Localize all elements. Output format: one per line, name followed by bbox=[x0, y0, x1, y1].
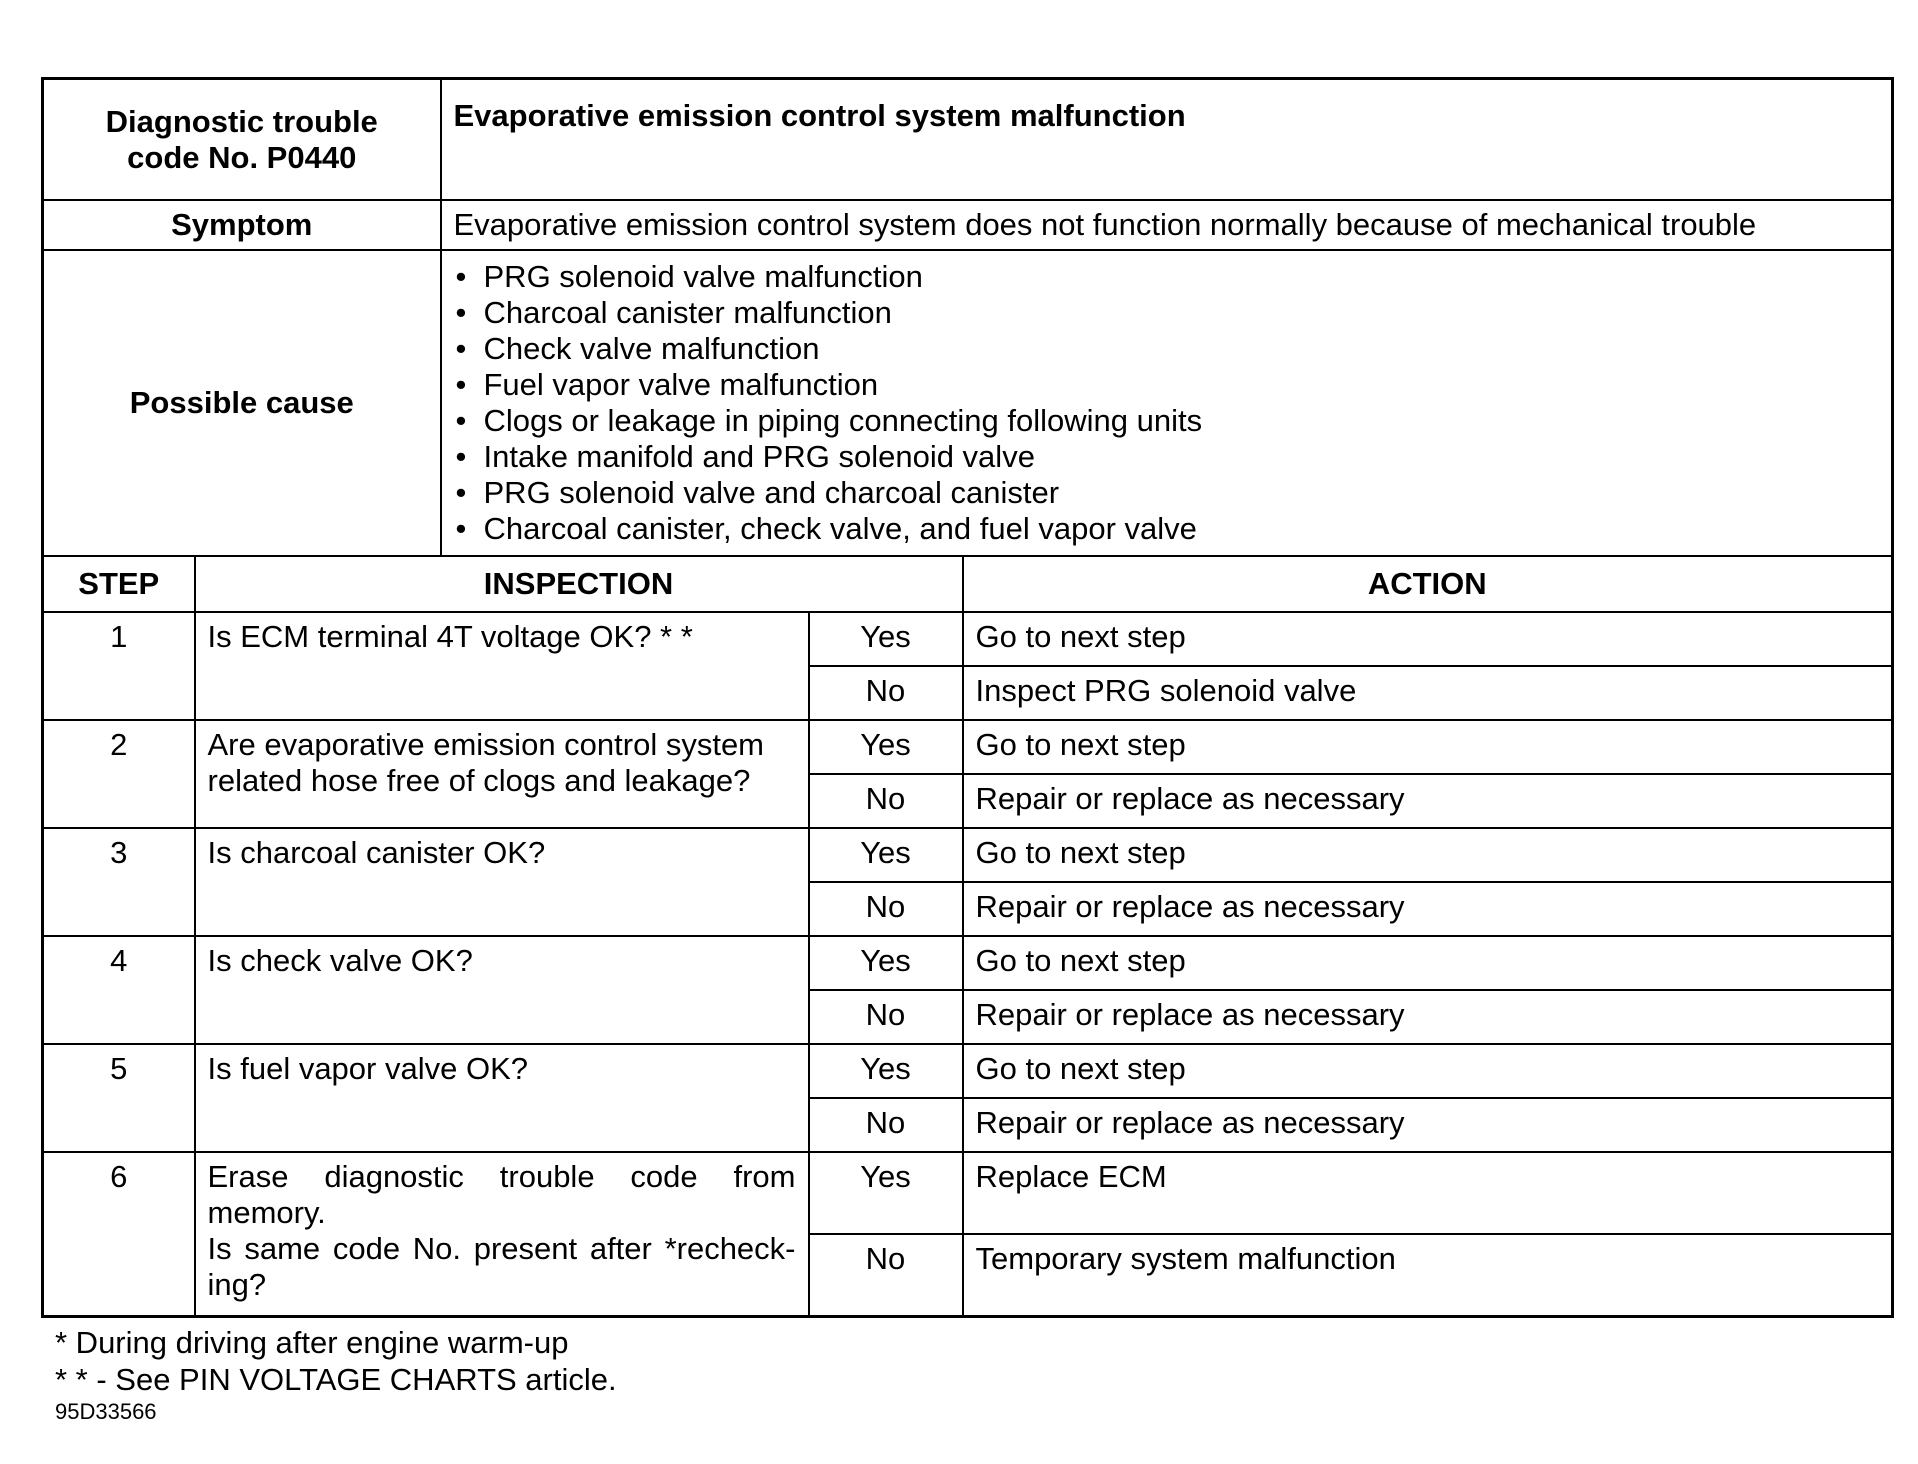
code-label: Diagnostic trouble code No. P0440 bbox=[43, 79, 441, 201]
answer-no: No bbox=[809, 882, 963, 936]
table-row bbox=[43, 720, 1893, 774]
answer-yes: Yes bbox=[809, 936, 963, 990]
step-inspection: Is check valve OK? bbox=[195, 936, 809, 1044]
symptom-text: Evaporative emission control system does not function normally because of mechanical trouble bbox=[441, 200, 1893, 250]
action-yes: Go to next step bbox=[963, 936, 1893, 990]
answer-yes: Yes bbox=[809, 1152, 963, 1234]
cause-item: • Charcoal canister, check valve, and fuel vapor valve bbox=[454, 511, 1880, 547]
step-number: 6 bbox=[43, 1152, 195, 1317]
action-yes: Replace ECM bbox=[963, 1152, 1893, 1234]
answer-no: No bbox=[809, 1098, 963, 1152]
step-inspection: Is ECM terminal 4T voltage OK? * * bbox=[195, 612, 809, 720]
table-row bbox=[43, 612, 1893, 666]
column-header-row bbox=[43, 556, 1893, 612]
step-number: 3 bbox=[43, 828, 195, 936]
action-no: Repair or replace as necessary bbox=[963, 882, 1893, 936]
action-yes: Go to next step bbox=[963, 720, 1893, 774]
action-no: Repair or replace as necessary bbox=[963, 1098, 1893, 1152]
code-row bbox=[43, 79, 1893, 201]
symptom-row bbox=[43, 200, 1893, 250]
footnote-pin-voltage: * * - See PIN VOLTAGE CHARTS article. bbox=[55, 1362, 617, 1397]
column-header-step: STEP bbox=[43, 556, 195, 612]
cause-row bbox=[43, 250, 1893, 556]
cause-item: • Clogs or leakage in piping connecting following units bbox=[454, 403, 1880, 439]
cause-item: • Intake manifold and PRG solenoid valve bbox=[454, 439, 1880, 475]
answer-no: No bbox=[809, 774, 963, 828]
answer-no: No bbox=[809, 666, 963, 720]
footnote-driving: * During driving after engine warm-up bbox=[55, 1325, 569, 1360]
step-inspection: Are evaporative emission control system related hose free of clogs and leakage? bbox=[195, 720, 809, 828]
action-no: Repair or replace as necessary bbox=[963, 990, 1893, 1044]
action-yes: Go to next step bbox=[963, 828, 1893, 882]
table-row bbox=[43, 936, 1893, 990]
step-number: 4 bbox=[43, 936, 195, 1044]
action-yes: Go to next step bbox=[963, 1044, 1893, 1098]
answer-yes: Yes bbox=[809, 612, 963, 666]
cause-item: • PRG solenoid valve and charcoal canister bbox=[454, 475, 1880, 511]
answer-no: No bbox=[809, 990, 963, 1044]
cause-list bbox=[454, 257, 1880, 549]
cause-item: • Charcoal canister malfunction bbox=[454, 295, 1880, 331]
answer-no: No bbox=[809, 1234, 963, 1317]
table-row bbox=[43, 1152, 1893, 1234]
cause-item: • Fuel vapor valve malfunction bbox=[454, 367, 1880, 403]
action-no: Repair or replace as necessary bbox=[963, 774, 1893, 828]
cause-label: Possible cause bbox=[43, 250, 441, 556]
answer-yes: Yes bbox=[809, 720, 963, 774]
step-inspection-line: Erase diagnostic trouble code from memory. bbox=[207, 1159, 796, 1230]
step-number: 1 bbox=[43, 612, 195, 720]
step-inspection-line: Is same code No. present after *recheck-ing? bbox=[207, 1231, 796, 1302]
column-header-action: ACTION bbox=[963, 556, 1893, 612]
step-inspection bbox=[195, 1152, 809, 1317]
action-no: Inspect PRG solenoid valve bbox=[963, 666, 1893, 720]
action-yes: Go to next step bbox=[963, 612, 1893, 666]
figure-code: 95D33566 bbox=[55, 1399, 157, 1424]
cause-item: • PRG solenoid valve malfunction bbox=[454, 259, 1880, 295]
step-inspection: Is charcoal canister OK? bbox=[195, 828, 809, 936]
cause-list-cell bbox=[441, 250, 1893, 556]
answer-yes: Yes bbox=[809, 1044, 963, 1098]
cause-item: • Check valve malfunction bbox=[454, 331, 1880, 367]
table-row bbox=[43, 1044, 1893, 1098]
answer-yes: Yes bbox=[809, 828, 963, 882]
table-row bbox=[43, 828, 1893, 882]
symptom-label: Symptom bbox=[43, 200, 441, 250]
code-title: Evaporative emission control system malfunction bbox=[441, 79, 1893, 201]
step-inspection: Is fuel vapor valve OK? bbox=[195, 1044, 809, 1152]
step-number: 5 bbox=[43, 1044, 195, 1152]
step-number: 2 bbox=[43, 720, 195, 828]
footnotes bbox=[41, 1324, 1891, 1398]
diagnostic-document bbox=[41, 77, 1891, 1426]
action-no: Temporary system malfunction bbox=[963, 1234, 1893, 1317]
diagnostic-table bbox=[41, 77, 1894, 1318]
column-header-inspection: INSPECTION bbox=[195, 556, 963, 612]
